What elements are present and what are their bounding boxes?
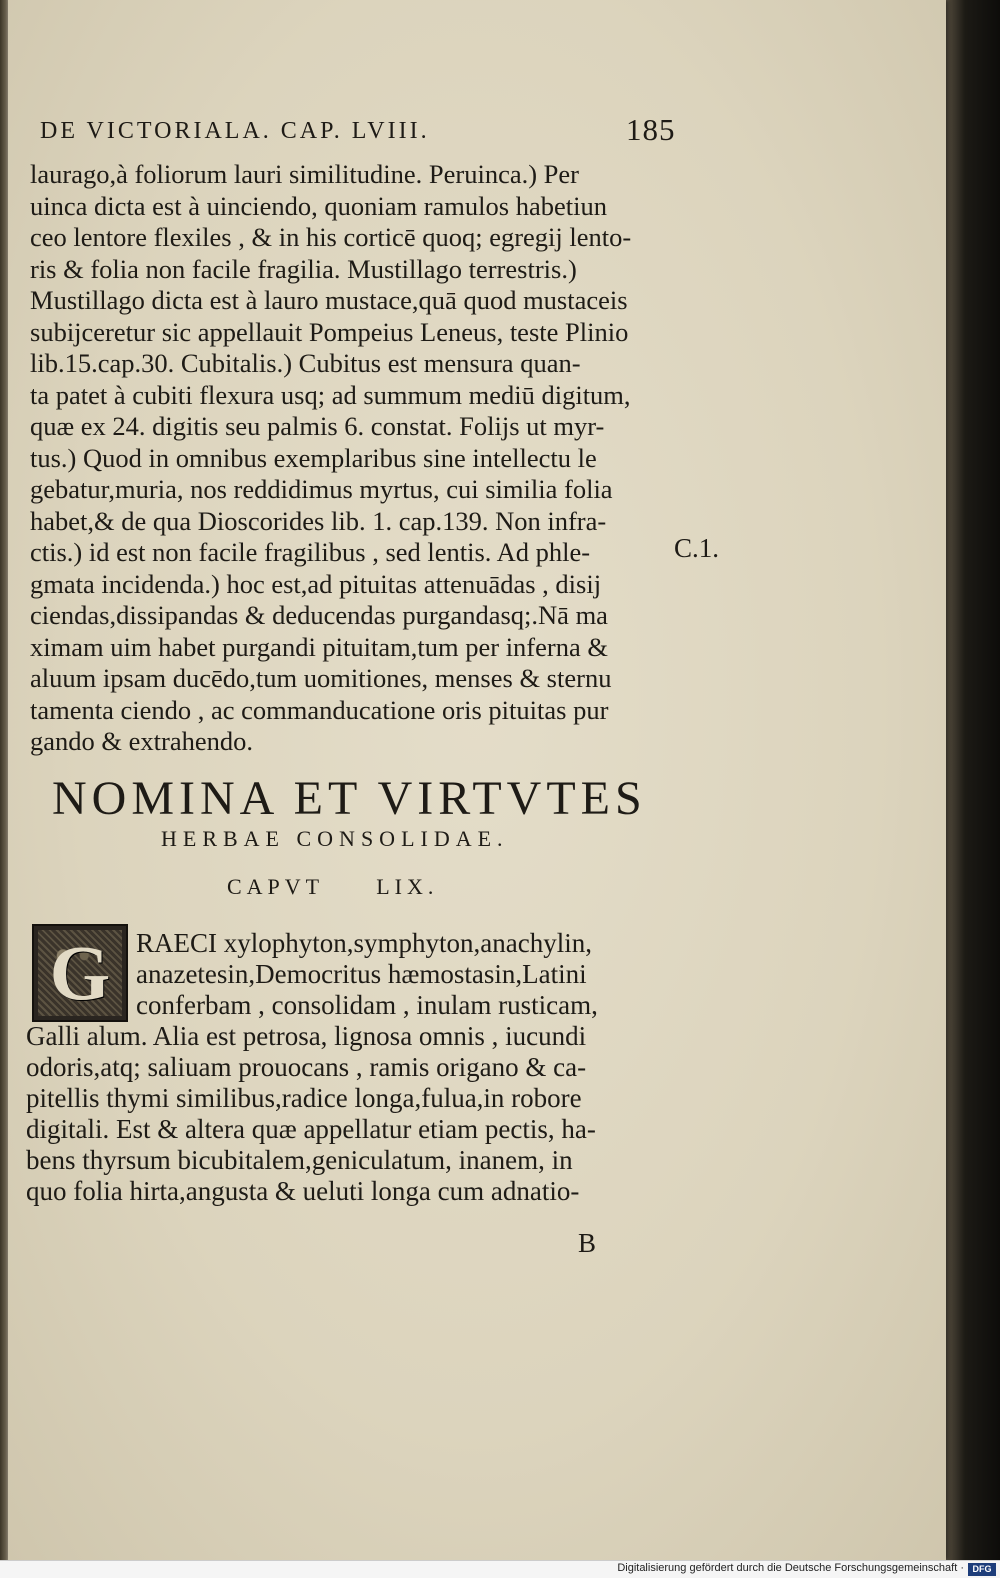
text-line: laurago,à foliorum lauri similitudine. Peruinca.) Per <box>30 159 579 189</box>
chapter-heading: CAPVT LIX. <box>227 874 439 899</box>
section-subtitle: HERBAE CONSOLIDAE. <box>161 826 509 851</box>
text-line: pitellis thymi similibus,radice longa,fulua,in robore <box>26 1083 582 1113</box>
text-line: aluum ipsam ducēdo,tum uomitiones, menses & sternu <box>30 663 612 693</box>
text-line: Galli alum. Alia est petrosa, lignosa omnis , iucundi <box>26 1021 587 1051</box>
dfg-logo-icon: DFG <box>968 1563 996 1576</box>
signature-mark: B <box>578 1228 597 1258</box>
text-line: lib.15.cap.30. Cubitalis.) Cubitus est mensura quan- <box>30 348 581 378</box>
text-line: tamenta ciendo , ac commanducatione oris pituitas pur <box>30 694 609 725</box>
text-line: ciendas,dissipandas & deducendas purgandasq;.Nā ma <box>30 600 608 630</box>
text-line: gmata incidenda.) hoc est,ad pituitas attenuādas , disij <box>30 568 602 599</box>
text-line: anazetesin,Democritus hæmostasin,Latini <box>136 959 587 989</box>
text-line: RAECI xylophyton,symphyton,anachylin, <box>136 928 592 958</box>
running-head: DE VICTORIALA. CAP. LVIII. <box>40 118 430 144</box>
text-line: quæ ex 24. digitis seu palmis 6. constat. Folijs ut myr- <box>30 411 605 441</box>
text-line: ceo lentore flexiles , & in his corticē quoq; egregij lento- <box>30 222 632 252</box>
chapter-text-block <box>26 928 686 1207</box>
text-line: ris & folia non facile fragilia. Mustillago terrestris.) <box>30 253 577 284</box>
text-line: uinca dicta est à uinciendo, quoniam ramulos habetiun <box>30 190 607 221</box>
text-line: ximam uim habet purgandi pituitam,tum per inferna & <box>30 631 608 662</box>
text-line: tus.) Quod in omnibus exemplaribus sine intellectu le <box>30 442 597 473</box>
text-line: bens thyrsum bicubitalem,geniculatum, inanem, in <box>26 1145 573 1175</box>
margin-note: C.1. <box>674 533 720 563</box>
body-text-block <box>30 159 690 758</box>
initial-letter: G <box>49 929 111 1016</box>
text-line: ta patet à cubiti flexura usq; ad summum mediū digitum, <box>30 379 631 410</box>
funding-notice: Digitalisierung gefördert durch die Deutsche Forschungsgemeinschaft · <box>617 1562 964 1574</box>
text-line: gebatur,muria, nos reddidimus myrtus, cui similia folia <box>30 474 613 504</box>
text-line: gando & extrahendo. <box>30 726 253 756</box>
page-number: 185 <box>626 112 676 147</box>
text-line: quo folia hirta,angusta & ueluti longa cum adnatio- <box>26 1176 580 1206</box>
text-line: subijceretur sic appellauit Pompeius Leneus, teste Plinio <box>30 316 629 347</box>
text-line: Mustillago dicta est à lauro mustace,quā quod mustaceis <box>30 285 628 315</box>
footer-bar <box>0 1560 1000 1578</box>
text-line: digitali. Est & altera quæ appellatur etiam pectis, ha- <box>26 1114 596 1144</box>
text-line: conferbam , consolidam , inulam rusticam, <box>136 990 598 1020</box>
text-line: ctis.) id est non facile fragilibus , sed lentis. Ad phle- <box>30 537 591 567</box>
text-line: odoris,atq; saliuam prouocans , ramis origano & ca- <box>26 1052 587 1082</box>
text-line: habet,& de qua Dioscorides lib. 1. cap.139. Non infra- <box>30 505 607 536</box>
section-title: NOMINA ET VIRTVTES <box>52 772 647 825</box>
book-page <box>8 0 946 1560</box>
